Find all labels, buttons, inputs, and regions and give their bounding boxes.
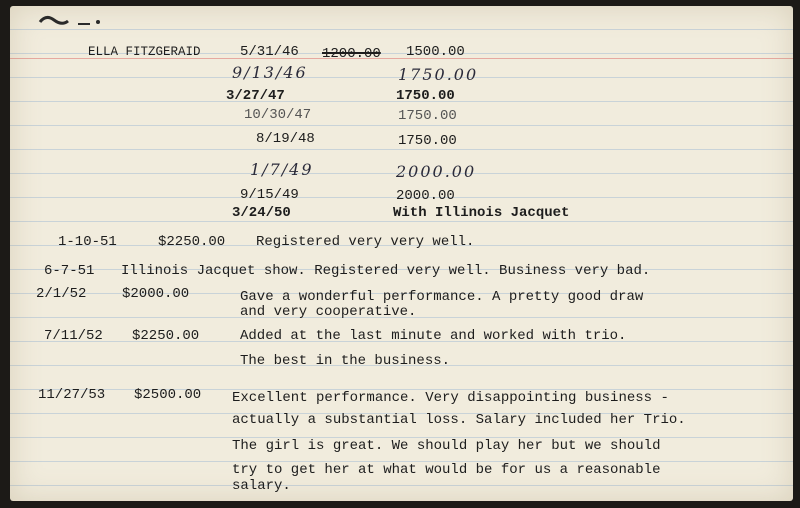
note-row: With Illinois Jacquet xyxy=(393,205,570,221)
date-handwritten: 9/13/46 xyxy=(232,63,308,82)
entry-note: try to get her at what would be for us a reasonable xyxy=(232,462,661,478)
amount-row: 1750.00 xyxy=(398,108,457,124)
entry-note: Registered very very well. xyxy=(256,234,475,250)
entry-date: 2/1/52 xyxy=(36,286,87,302)
amount-1: 1500.00 xyxy=(406,44,465,60)
entry-note: Illinois Jacquet show. Registered very well. Business very bad. xyxy=(121,263,651,279)
entry-note: The girl is great. We should play her but we should xyxy=(232,438,661,454)
entry-amount: $2250.00 xyxy=(158,234,226,250)
date-handwritten: 1/7/49 xyxy=(250,160,314,179)
entry-date: 11/27/53 xyxy=(38,387,106,403)
date-1: 5/31/46 xyxy=(240,44,299,60)
amount-row: 1750.00 xyxy=(398,133,457,149)
date-row: 3/24/50 xyxy=(232,205,291,221)
entry-note: The best in the business. xyxy=(240,353,451,369)
entry-date: 1-10-51 xyxy=(58,234,117,250)
old-amount-struck: 1200.00 xyxy=(322,46,381,62)
date-row: 8/19/48 xyxy=(256,131,315,147)
entry-amount: $2000.00 xyxy=(122,286,190,302)
entry-note: Gave a wonderful performance. A pretty good draw xyxy=(240,289,644,305)
amount-handwritten: 2000.00 xyxy=(396,162,477,181)
entry-note: actually a substantial loss. Salary included her Trio. xyxy=(232,412,686,428)
amount-row: 1750.00 xyxy=(396,88,455,104)
entry-note: Excellent performance. Very disappointing business - xyxy=(232,390,669,406)
index-card xyxy=(10,6,793,501)
entry-note: Added at the last minute and worked with trio. xyxy=(240,328,627,344)
entry-amount: $2250.00 xyxy=(132,328,200,344)
date-row: 9/15/49 xyxy=(240,187,299,203)
ink-mark-icon xyxy=(38,12,108,28)
amount-handwritten: 1750.00 xyxy=(398,65,479,84)
entry-date: 7/11/52 xyxy=(44,328,103,344)
entry-amount: $2500.00 xyxy=(134,387,202,403)
date-row: 3/27/47 xyxy=(226,88,285,104)
entry-note: salary. xyxy=(232,478,291,494)
amount-row: 2000.00 xyxy=(396,188,455,204)
entry-date: 6-7-51 xyxy=(44,263,95,279)
date-row: 10/30/47 xyxy=(244,107,312,123)
performer-name: ELLA FITZGERAID xyxy=(88,45,201,59)
entry-note: and very cooperative. xyxy=(240,304,417,320)
